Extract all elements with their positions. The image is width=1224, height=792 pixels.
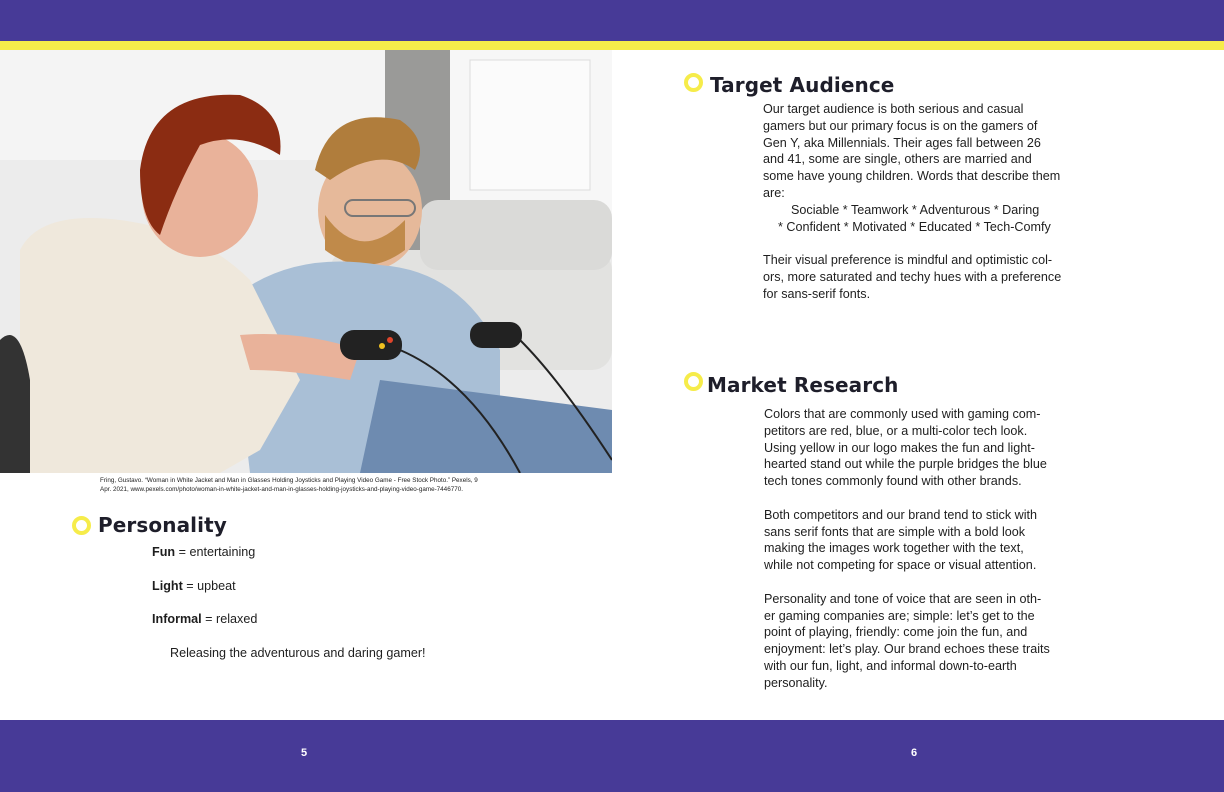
text-line: are:	[763, 185, 785, 200]
text-line: ors, more saturated and techy hues with a preference	[763, 269, 1062, 284]
text-line: with our fun, light, and informal down-to-earth	[764, 658, 1017, 673]
text-line: Our target audience is both serious and casual	[763, 102, 1024, 116]
text-line: hearted stand out while the purple bridges the blue	[764, 457, 1047, 472]
trait-light	[152, 579, 236, 593]
text-line: Personality and tone of voice that are seen in oth-	[764, 591, 1042, 606]
descriptor-words-line-2: * Confident * Motivated * Educated * Tech-Comfy	[778, 219, 1051, 234]
page-number-right: 6	[910, 747, 918, 759]
trait-term: Fun	[152, 545, 176, 559]
trait-definition: = relaxed	[201, 612, 258, 626]
text-line: some have young children. Words that describe them	[763, 169, 1061, 184]
top-band	[0, 0, 1224, 41]
text-line: and 41, some are single, others are married and	[763, 152, 1032, 167]
text-line: er gaming companies are; simple: let’s get to the	[764, 608, 1035, 623]
photo-caption	[100, 476, 520, 494]
text-line: Using yellow in our logo makes the fun and light-	[764, 440, 1035, 455]
target-audience-body	[763, 101, 1061, 303]
text-line: personality.	[764, 675, 828, 690]
page-number-left: 5	[300, 747, 308, 759]
trait-term: Informal	[152, 612, 202, 626]
bottom-band	[0, 720, 1224, 792]
gamers-photo	[0, 50, 612, 473]
caption-line-1: Fring, Gustavo. “Woman in White Jacket and Man in Glasses Holding Joysticks and Playing Video Game - Free Stock Photo.” Pexels, 9	[100, 477, 478, 484]
trait-term: Light	[152, 579, 183, 593]
market-research-bullet-icon	[684, 372, 703, 391]
personality-heading: Personality	[98, 513, 227, 537]
text-line: Both competitors and our brand tend to stick with	[764, 507, 1038, 522]
text-line: point of playing, friendly: come join the fun, and	[764, 625, 1028, 640]
target-audience-heading: Target Audience	[710, 73, 895, 97]
text-line: for sans-serif fonts.	[763, 286, 871, 301]
text-line: making the images work together with the text,	[764, 541, 1024, 556]
text-line: enjoyment: let’s play. Our brand echoes these traits	[764, 642, 1050, 657]
target-audience-bullet-icon	[684, 73, 703, 92]
market-research-body	[764, 406, 1050, 692]
personality-tagline: Releasing the adventurous and daring gamer!	[170, 646, 426, 660]
market-research-heading: Market Research	[707, 373, 899, 397]
personality-bullet-icon	[72, 516, 91, 535]
descriptor-words-line-1: Sociable * Teamwork * Adventurous * Daring	[791, 202, 1040, 217]
trait-definition: = upbeat	[182, 579, 236, 593]
text-line: tech tones commonly found with other brands.	[764, 474, 1022, 489]
text-line: Gen Y, aka Millennials. Their ages fall between 26	[763, 135, 1041, 150]
text-line: sans serif fonts that are simple with a bold look	[764, 524, 1026, 539]
top-yellow-stripe	[0, 41, 1224, 50]
text-line: petitors are red, blue, or a multi-color tech look.	[764, 423, 1028, 438]
trait-definition: = entertaining	[175, 545, 256, 559]
text-line: while not competing for space or visual attention.	[764, 558, 1037, 573]
caption-line-2: Apr. 2021, www.pexels.com/photo/woman-in-white-jacket-and-man-in-glasses-holding-joysticks-and-playing-video-game-7446770.	[100, 486, 463, 493]
trait-fun	[152, 545, 255, 559]
text-line: Their visual preference is mindful and optimistic col-	[763, 253, 1053, 268]
text-line: Colors that are commonly used with gaming com-	[764, 407, 1041, 421]
trait-informal	[152, 612, 257, 626]
text-line: gamers but our primary focus is on the gamers of	[763, 118, 1038, 133]
